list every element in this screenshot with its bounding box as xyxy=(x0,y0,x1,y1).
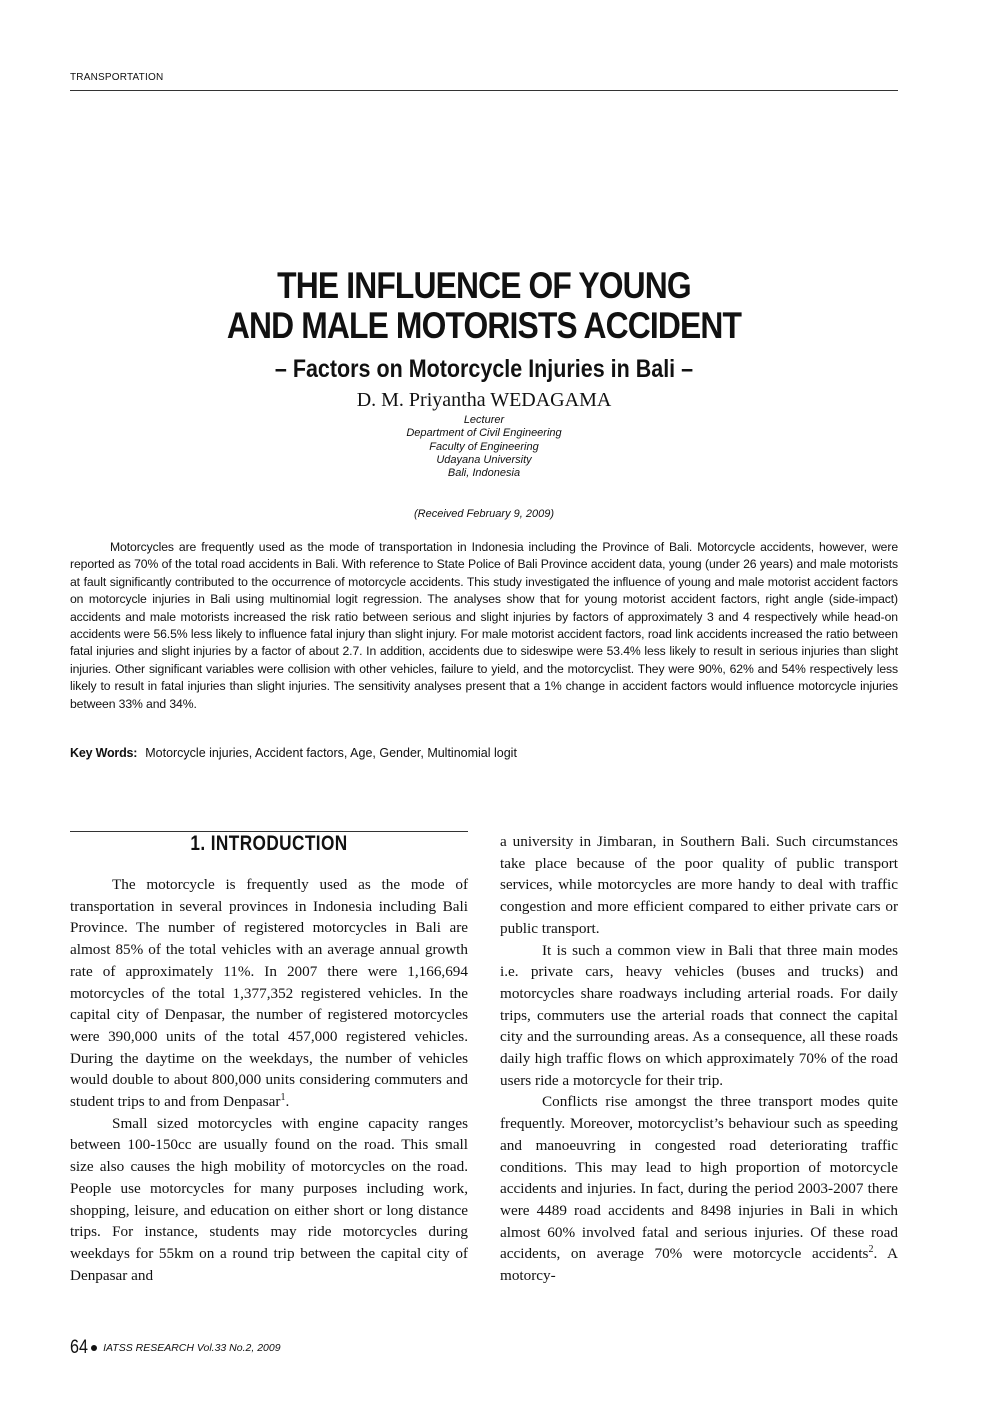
paragraph xyxy=(70,874,468,1113)
page-number: 64 xyxy=(70,1337,88,1358)
paragraph xyxy=(500,1091,898,1286)
subtitle: – Factors on Motorcycle Injuries in Bali – xyxy=(274,355,694,383)
bullet-icon xyxy=(91,1345,97,1351)
intro-heading: 1. INTRODUCTION xyxy=(190,832,348,855)
keywords-text: Motorcycle injuries, Accident factors, Age, Gender, Multinomial logit xyxy=(145,746,517,760)
title-block xyxy=(70,266,898,520)
affiliation-line: Udayana University xyxy=(436,453,532,466)
reference-marker: 1 xyxy=(280,1091,286,1103)
affiliation-line: Lecturer xyxy=(463,414,505,426)
affiliation-line: Department of Civil Engineering xyxy=(406,427,562,440)
title-line-2: AND MALE MOTORISTS ACCIDENT xyxy=(226,305,742,346)
keywords-label: Key Words: xyxy=(70,746,138,760)
received-date: (Received February 9, 2009) xyxy=(413,508,554,521)
paragraph: Small sized motorcycles with engine capacity ranges between 100-150cc are usually found on the road. This small size also causes the high mobility of motorcycles on the road. People use motorcycles for many purposes including work, shopping, leisure, and education on either short or long distance trips. For instance, students may ride motorcycles during weekdays for 55km on a round trip between the capital city of Denpasar and xyxy=(70,1114,468,1284)
footer xyxy=(70,1337,281,1359)
paragraph-end: . xyxy=(285,1093,290,1111)
affiliation-line: Bali, Indonesia xyxy=(447,467,521,480)
paragraph-text: The motorcycle is frequently used as the mode of transportation in several provinces in Indonesia including Bali Province. The number of registered motorcycles in Bali are almost 85% of the total vehicles with an average annual growth rate of approximately 11%. In 2007 there were 1,166,694 motorcycles of the total 1,377,352 registered vehicles. In the capital city of Denpasar, the number of registered motorcycles were 390,000 units of the total 457,000 registered vehicles. During the daytime on the weekdays, the number of vehicles would double to about 800,000 units considering commuters and student trips to and from Denpasar xyxy=(70,876,468,1111)
author-name: D. M. Priyantha WEDAGAMA xyxy=(356,389,612,411)
reference-marker: 2 xyxy=(868,1244,874,1256)
abstract: Motorcycles are frequently used as the mode of transportation in Indonesia including the Province of Bali. Motorcycle accidents, however, were reported as 70% of the total road accidents in Bali. With reference to State Police of Bali Province accident data, young (under 26 years) and male motorists at fault significantly contributed to the occurrence of motorcycle accidents. This study investigated the influence of young and male motorist accident factors on motorcycle injuries in Bali using multinomial logit regression. The analyses show that for young motorist accident factors, right angle (side-impact) accidents and male motorists increased the risk ratio between serious and slight injuries by factors of approximately 3 and 4 respectively while head-on accidents were 56.5% less likely to influence fatal injury than slight injury. For male motorist accident factors, road link accidents increased the ratio between fatal injuries and slight injuries by a factor of about 2.7. In addition, accidents due to sideswipe were 53.4% less likely to result in serious injuries than slight injuries. Other significant variables were collision with other vehicles, failure to yield, and the motorcyclist. They were 90%, 62% and 54% respectively less likely to result in fatal injuries than slight injuries. The sensitivity analyses present that a 1% change in accident factors would influence motorcycle injuries between 33% and 34%. xyxy=(70,540,898,711)
header-rule xyxy=(70,90,898,91)
left-column xyxy=(70,874,468,1286)
affiliation xyxy=(70,414,898,480)
keywords xyxy=(70,746,517,760)
journal-citation: IATSS RESEARCH Vol.33 No.2, 2009 xyxy=(103,1342,281,1354)
paragraph-end: . A motorcy- xyxy=(500,1245,898,1285)
title-line-1: THE INFLUENCE OF YOUNG xyxy=(277,265,691,306)
paragraph-text: Conflicts rise amongst the three transport modes quite frequently. Moreover, motorcyclist’s behaviour such as speeding and manoeuvring in congested road deteriorating traffic conditions. This may lead to high proportion of motorcycle accidents and injuries. In fact, during the period 2003-2007 there were 4489 road accidents and 8498 injuries in Bali in which almost 60% involved fatal and serious injuries. Of these road accidents, on average 70% were motorcycle accidents xyxy=(500,1093,898,1263)
paragraph: It is such a common view in Bali that three main modes i.e. private cars, heavy vehicles (buses and trucks) and motorcycles share roadways including arterial roads. For daily trips, commuters use the arterial roads that connect the capital city and the surrounding areas. As a consequence, all these roads daily high traffic flows on which approximately 70% of the road users ride a motorcycle for their trip. xyxy=(500,941,898,1089)
right-column xyxy=(500,831,898,1287)
affiliation-line: Faculty of Engineering xyxy=(429,440,539,453)
paragraph-continued: a university in Jimbaran, in Southern Bali. Such circumstances take place because of the poor quality of public transport services, while motorcycles are more handy to deal with traffic congestion and more efficient compared to either private cars or public transport. xyxy=(500,833,898,937)
section-label: TRANSPORTATION xyxy=(70,72,164,83)
